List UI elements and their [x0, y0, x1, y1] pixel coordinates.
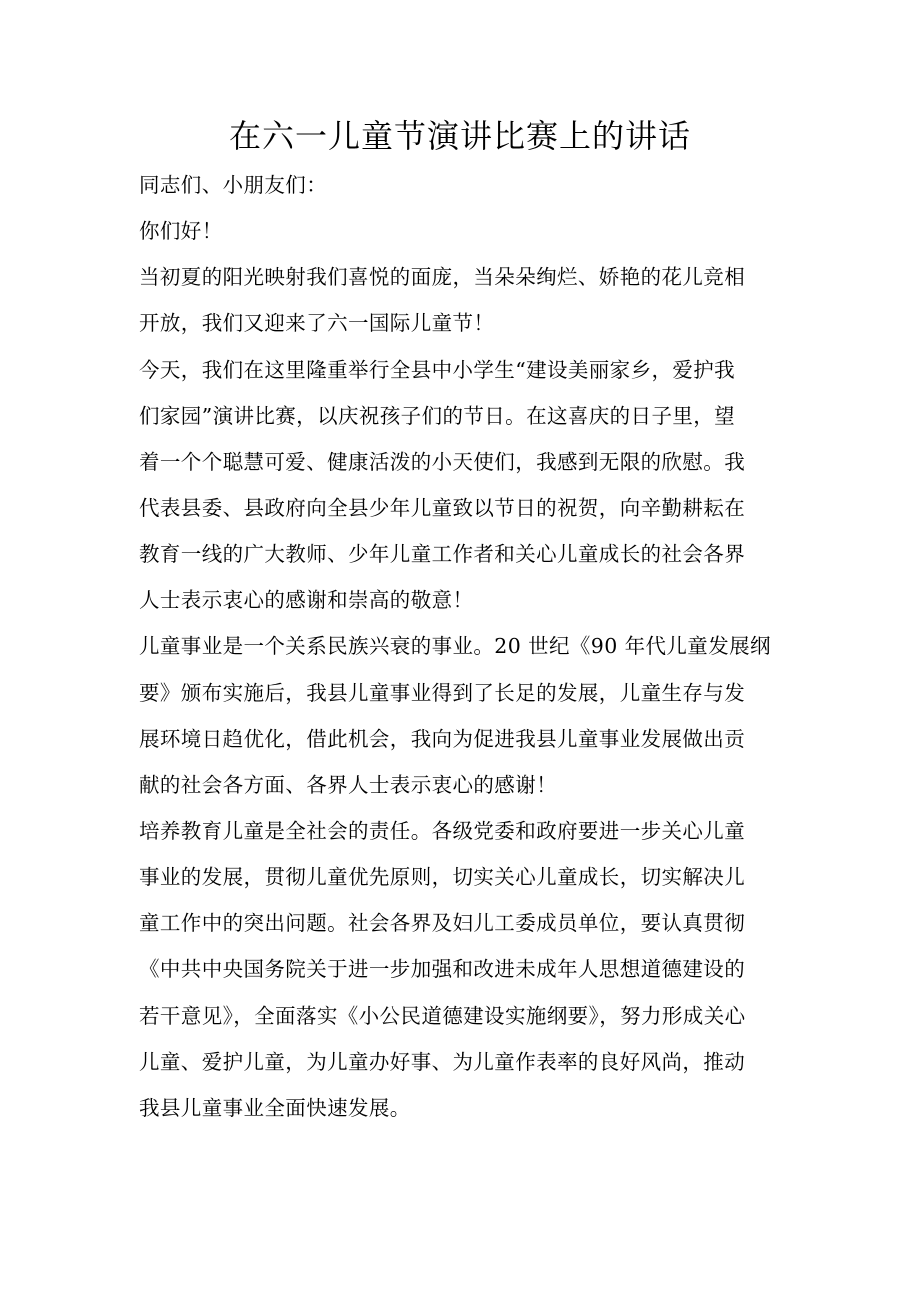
body-line: 儿童事业是一个关系民族兴衰的事业。20 世纪《90 年代儿童发展纲	[139, 634, 771, 659]
body-line: 我县儿童事业全面快速发展。	[139, 1095, 411, 1120]
salutation-line: 同志们、小朋友们：	[139, 173, 328, 197]
body-line: 培养教育儿童是全社会的责任。各级党委和政府要进一步关心儿童	[139, 818, 746, 843]
greeting-line: 你们好！	[139, 219, 223, 244]
body-line: 事业的发展，贯彻儿童优先原则，切实关心儿童成长，切实解决儿	[139, 865, 746, 890]
body-line: 开放，我们又迎来了六一国际儿童节！	[139, 311, 495, 336]
document-title: 在六一儿童节演讲比赛上的讲话	[228, 117, 691, 155]
document-body	[139, 168, 799, 1137]
body-line: 代表县委、县政府向全县少年儿童致以节日的祝贺，向辛勤耕耘在	[139, 495, 746, 520]
body-line: 儿童、爱护儿童，为儿童办好事、为儿童作表率的良好风尚，推动	[139, 1049, 746, 1074]
body-line: 若干意见》，全面落实《小公民道德建设实施纲要》，努力形成关心	[139, 1003, 746, 1028]
body-line: 着一个个聪慧可爱、健康活泼的小天使们，我感到无限的欣慰。我	[139, 449, 746, 474]
body-line: 童工作中的突出问题。社会各界及妇儿工委成员单位，要认真贯彻	[139, 911, 746, 936]
body-line: 人士表示衷心的感谢和崇高的敬意！	[139, 588, 474, 613]
body-line: 当初夏的阳光映射我们喜悦的面庞，当朵朵绚烂、娇艳的花儿竞相	[139, 265, 746, 290]
body-line: 们家园”演讲比赛，以庆祝孩子们的节日。在这喜庆的日子里，望	[139, 403, 736, 428]
body-line: 展环境日趋优化，借此机会，我向为促进我县儿童事业发展做出贡	[139, 726, 746, 751]
body-line: 教育一线的广大教师、少年儿童工作者和关心儿童成长的社会各界	[139, 542, 746, 567]
body-line: 献的社会各方面、各界人士表示衷心的感谢！	[139, 772, 557, 797]
body-line: 今天，我们在这里隆重举行全县中小学生“建设美丽家乡，爱护我	[139, 357, 736, 382]
body-line: 《中共中央国务院关于进一步加强和改进未成年人思想道德建设的	[139, 957, 746, 982]
body-line: 要》颁布实施后，我县儿童事业得到了长足的发展，儿童生存与发	[139, 680, 746, 705]
